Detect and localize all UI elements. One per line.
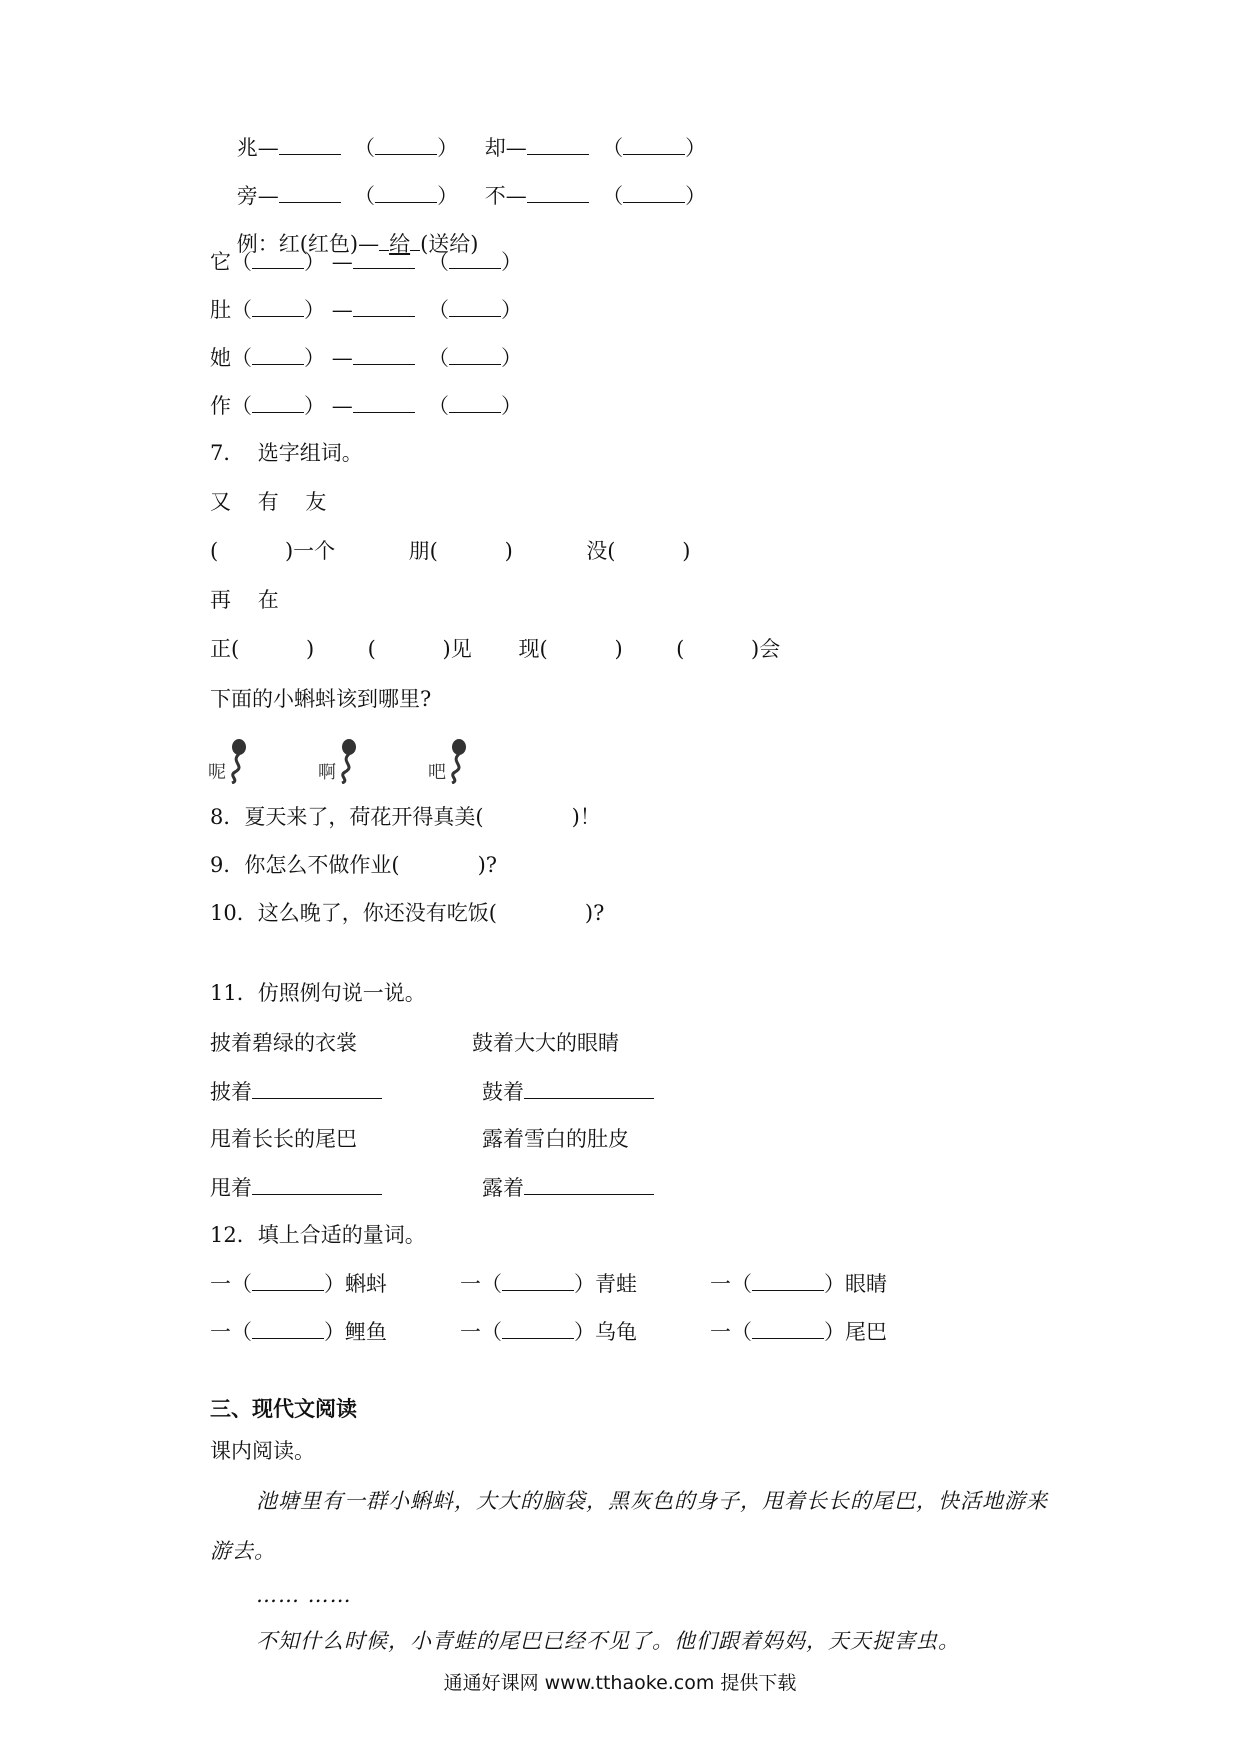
measure-prefix: 一（	[710, 1272, 752, 1296]
section-subheading: 课内阅读。	[210, 1439, 315, 1463]
pair-row-2: 旁— （ ） 不— （ ）	[210, 150, 706, 241]
noun: 青蛙	[595, 1272, 637, 1296]
answer-blank[interactable]	[449, 294, 501, 317]
tadpole-label: 吧	[428, 762, 446, 783]
item-text: )见	[442, 637, 472, 661]
section-heading: 三、现代文阅读	[210, 1397, 357, 1421]
answer-blank[interactable]	[252, 1268, 324, 1291]
example-suffix: (送给)	[420, 232, 479, 256]
fill-prefix: 露着	[482, 1176, 524, 1200]
answer-blank[interactable]	[353, 342, 415, 365]
measure-prefix: 一（	[210, 1320, 252, 1344]
example-prefix: 例：红(红色)—	[236, 232, 380, 256]
noun: 眼睛	[845, 1272, 887, 1296]
q11-fill-2	[210, 1172, 654, 1203]
answer-blank[interactable]	[752, 1268, 824, 1291]
measure-prefix: 一（	[460, 1320, 502, 1344]
q7-chars-2	[210, 585, 279, 615]
measure-suffix: ）	[324, 1320, 345, 1344]
fill-prefix: 鼓着	[482, 1080, 524, 1104]
answer-blank[interactable]	[252, 1076, 382, 1099]
choice-char: 在	[257, 588, 279, 612]
measure-suffix: ）	[574, 1272, 595, 1296]
radical-row: 它（ ） — （ ）	[210, 246, 522, 277]
reading-para-2: 不知什么时候，小青蛙的尾巴已经不见了。他们跟着妈妈，天天捉害虫。	[256, 1629, 960, 1653]
example-phrase: 鼓着大大的眼睛	[472, 1031, 619, 1055]
measure-suffix: ）	[574, 1320, 595, 1344]
reading-para-1-line-1: 池塘里有一群小蝌蚪，大大的脑袋，黑灰色的身子，甩着长长的尾巴，快活地游来	[256, 1489, 1048, 1513]
item-text: 朋(	[408, 539, 438, 563]
q7-chars-1	[210, 487, 326, 517]
answer-blank[interactable]	[252, 294, 304, 317]
q7-title: 7． 选字组词。	[210, 441, 363, 465]
q11-example-1	[210, 1028, 619, 1058]
answer-blank[interactable]	[353, 294, 415, 317]
answer-blank[interactable]	[252, 390, 304, 413]
choice-char: 又	[210, 490, 231, 514]
q7-items-2	[210, 634, 780, 664]
measure-suffix: ）	[324, 1272, 345, 1296]
reading-para-1-line-2: 游去。	[210, 1539, 276, 1563]
item-text: )	[305, 637, 315, 661]
noun: 鲤鱼	[345, 1320, 387, 1344]
q12-title: 12．填上合适的量词。	[210, 1223, 426, 1247]
example-word: 给	[389, 232, 411, 256]
item-text: )	[614, 637, 623, 661]
radical-row: 作（ ） — （ ）	[210, 390, 522, 421]
question-end: )！	[571, 805, 601, 829]
measure-prefix: 一（	[710, 1320, 752, 1344]
item-text: )	[504, 539, 513, 563]
tadpole-choice[interactable]	[208, 738, 248, 784]
q7-items-1	[210, 536, 690, 566]
noun: 尾巴	[845, 1320, 887, 1344]
q10	[210, 898, 604, 928]
answer-blank[interactable]	[252, 1316, 324, 1339]
question-end: )?	[477, 853, 498, 877]
measure-suffix: ）	[824, 1272, 845, 1296]
q11-example-2	[210, 1124, 629, 1154]
page-footer: 通通好课网 www.tthaoke.com 提供下载	[443, 1672, 797, 1694]
answer-blank[interactable]	[524, 1172, 654, 1195]
radical-row: 肚（ ） — （ ）	[210, 294, 522, 325]
reading-ellipsis: …… ……	[256, 1583, 352, 1607]
example-phrase: 甩着长长的尾巴	[210, 1127, 357, 1151]
answer-blank[interactable]	[252, 246, 304, 269]
item-text: )一个	[284, 539, 336, 563]
answer-blank[interactable]	[623, 180, 685, 203]
answer-blank[interactable]	[353, 246, 415, 269]
item-text: 正(	[210, 637, 240, 661]
dash: —	[331, 250, 353, 274]
example-phrase: 披着碧绿的衣裳	[210, 1031, 357, 1055]
pair-char: 旁—	[236, 184, 279, 208]
fill-prefix: 披着	[210, 1080, 252, 1104]
fill-prefix: 甩着	[210, 1176, 252, 1200]
item-text: (	[676, 637, 685, 661]
answer-blank[interactable]	[449, 342, 501, 365]
tadpole-icon	[336, 738, 358, 784]
answer-blank[interactable]	[752, 1316, 824, 1339]
q8	[210, 802, 601, 832]
q11-fill-1	[210, 1076, 654, 1107]
q12-row-1	[210, 1268, 887, 1299]
item-text: (	[367, 637, 376, 661]
q12-row-2	[210, 1316, 887, 1347]
tadpole-choice[interactable]	[318, 738, 358, 784]
noun: 乌龟	[595, 1320, 637, 1344]
answer-blank[interactable]	[252, 342, 304, 365]
dash: —	[331, 298, 353, 322]
answer-blank[interactable]	[353, 390, 415, 413]
tadpole-label: 啊	[318, 762, 336, 783]
noun: 蝌蚪	[345, 1272, 387, 1296]
pair-char: 兆—	[236, 136, 279, 160]
dash: —	[331, 394, 353, 418]
item-text: 没(	[586, 539, 616, 563]
answer-blank[interactable]	[524, 1076, 654, 1099]
answer-blank[interactable]	[449, 246, 501, 269]
measure-prefix: 一（	[210, 1272, 252, 1296]
item-text: (	[210, 539, 219, 563]
radical-char: 她	[210, 346, 231, 370]
item-text: )会	[751, 637, 781, 661]
tadpole-choice[interactable]	[428, 738, 468, 784]
tadpole-icon	[226, 738, 248, 784]
answer-blank[interactable]	[252, 1172, 382, 1195]
radical-char: 作	[210, 394, 231, 418]
item-text: 现(	[518, 637, 548, 661]
measure-suffix: ）	[824, 1320, 845, 1344]
q11-title: 11．仿照例句说一说。	[210, 981, 426, 1005]
question-text: 9．你怎么不做作业(	[210, 853, 400, 877]
answer-blank[interactable]	[502, 1268, 574, 1291]
radical-char: 它	[210, 250, 231, 274]
answer-blank[interactable]	[502, 1316, 574, 1339]
item-text: )	[682, 539, 691, 563]
choice-char: 有	[257, 490, 279, 514]
question-end: )?	[584, 901, 605, 925]
pair-char: 不—	[484, 184, 527, 208]
tadpole-label: 呢	[208, 762, 226, 783]
choice-char: 再	[210, 588, 231, 612]
question-text: 10．这么晚了，你还没有吃饭(	[210, 901, 497, 925]
choice-char: 友	[305, 490, 327, 514]
dash: —	[331, 346, 353, 370]
example-phrase: 露着雪白的肚皮	[482, 1127, 629, 1151]
answer-blank[interactable]	[527, 180, 589, 203]
radical-row: 她（ ） — （ ）	[210, 342, 522, 373]
answer-blank[interactable]	[449, 390, 501, 413]
measure-prefix: 一（	[460, 1272, 502, 1296]
pair-char: 却—	[484, 136, 527, 160]
tadpole-icon	[446, 738, 468, 784]
radical-char: 肚	[210, 298, 231, 322]
pair-row-1: 兆— （ ） 却— （ ）	[210, 102, 706, 193]
q9	[210, 850, 497, 880]
tadpole-question: 下面的小蝌蚪该到哪里?	[210, 687, 432, 711]
question-text: 8．夏天来了，荷花开得真美(	[210, 805, 484, 829]
